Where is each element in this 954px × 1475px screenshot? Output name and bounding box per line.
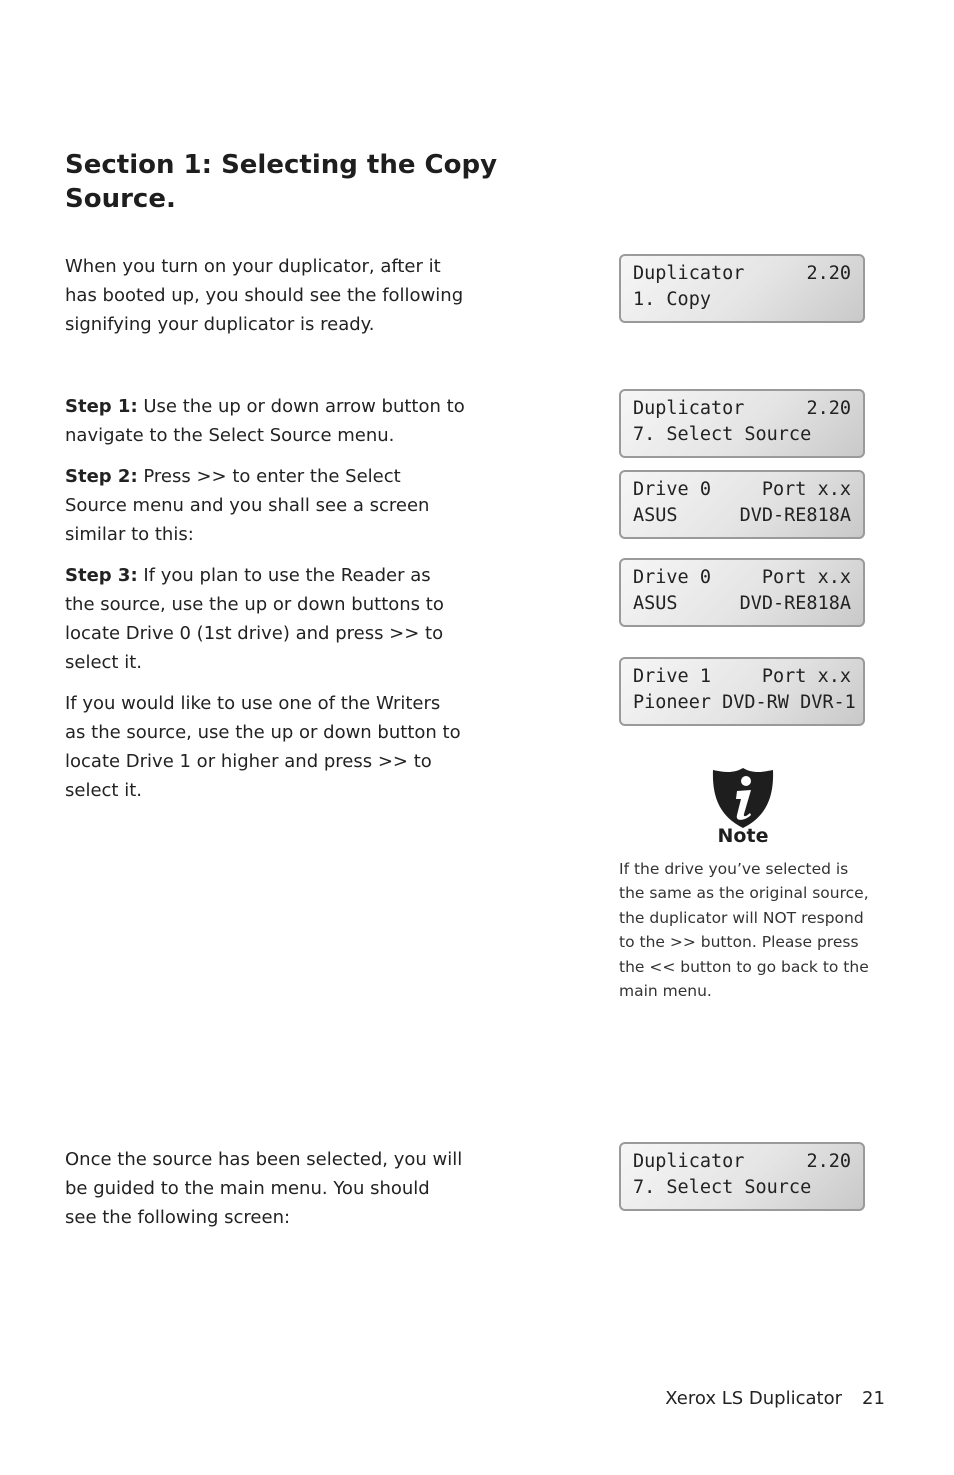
lcd-text: Drive 1	[633, 666, 711, 687]
lcd-text: Port x.x	[761, 479, 851, 500]
lcd-text: 7. Select Source	[633, 424, 812, 445]
footer-title: Xerox LS Duplicator	[665, 1388, 842, 1409]
lcd-screen-main-menu	[619, 1142, 865, 1211]
lcd-text: 2.20	[806, 398, 851, 419]
lcd-text: 1. Copy	[633, 289, 711, 310]
writers-paragraph: If you would like to use one of the Writers as the source, use the up or down button to locate Drive 1 or higher and press >> to select it.	[65, 693, 461, 801]
lcd-screen-drive-0	[619, 470, 865, 539]
lcd-text: Duplicator	[633, 1151, 745, 1172]
lcd-line-1	[633, 261, 851, 287]
lcd-text: Drive 0	[633, 567, 711, 588]
page-number: 21	[862, 1388, 885, 1409]
lcd-line-2	[633, 591, 851, 617]
lcd-line-2	[633, 503, 851, 529]
step-3-label: Step 3:	[65, 565, 138, 586]
lcd-screen-select-source	[619, 389, 865, 458]
lcd-line-2	[633, 690, 856, 716]
closing-paragraph: Once the source has been selected, you will be guided to the main menu. You should see the following screen:	[65, 1149, 463, 1228]
step-1-text: Use the up or down arrow button to navigate to the Select Source menu.	[65, 396, 465, 446]
lcd-text: Pioneer DVD-RW DVR-1	[633, 692, 856, 713]
lcd-text: Duplicator	[633, 398, 745, 419]
lcd-text: DVD-RE818A	[739, 593, 851, 614]
step-2-label: Step 2:	[65, 466, 138, 487]
lcd-line-2	[633, 1175, 851, 1201]
step-2-paragraph	[65, 462, 465, 549]
lcd-screen-drive-0-selected	[619, 558, 865, 627]
lcd-text: Duplicator	[633, 263, 745, 284]
lcd-line-1	[633, 477, 851, 503]
lcd-line-2	[633, 287, 851, 313]
step-2-text: Press >> to enter the Select Source menu and you shall see a screen similar to this:	[65, 466, 430, 545]
step-3-text: If you plan to use the Reader as the source, use the up or down buttons to locate Drive 0 (1st drive) and press >> to select it.	[65, 565, 444, 673]
lcd-screen-drive-1	[619, 657, 865, 726]
lcd-line-1	[633, 565, 851, 591]
step-1-label: Step 1:	[65, 396, 138, 417]
lcd-line-2	[633, 422, 851, 448]
note-text: If the drive you’ve selected is the same as the original source, the duplicator will NOT respond to the >> button. Please press the << button to go back to the main menu.	[619, 860, 869, 1001]
lcd-text: ASUS	[633, 593, 678, 614]
step-3-paragraph	[65, 561, 465, 677]
lcd-text: Port x.x	[761, 567, 851, 588]
section-title: Section 1: Selecting the Copy Source.	[65, 150, 498, 214]
lcd-text: 2.20	[806, 263, 851, 284]
step-1-paragraph	[65, 392, 465, 450]
lcd-line-1	[633, 1149, 851, 1175]
lcd-line-1	[633, 664, 851, 690]
lcd-text: ASUS	[633, 505, 678, 526]
lcd-screen-ready	[619, 254, 865, 323]
lcd-text: 2.20	[806, 1151, 851, 1172]
lcd-text: Drive 0	[633, 479, 711, 500]
note-label: Note	[717, 825, 769, 847]
intro-paragraph: When you turn on your duplicator, after it has booted up, you should see the following signifying your duplicator is ready.	[65, 256, 464, 335]
lcd-text: 7. Select Source	[633, 1177, 812, 1198]
lcd-text: DVD-RE818A	[739, 505, 851, 526]
lcd-line-1	[633, 396, 851, 422]
lcd-text: Port x.x	[761, 666, 851, 687]
info-shield-icon	[711, 766, 775, 830]
